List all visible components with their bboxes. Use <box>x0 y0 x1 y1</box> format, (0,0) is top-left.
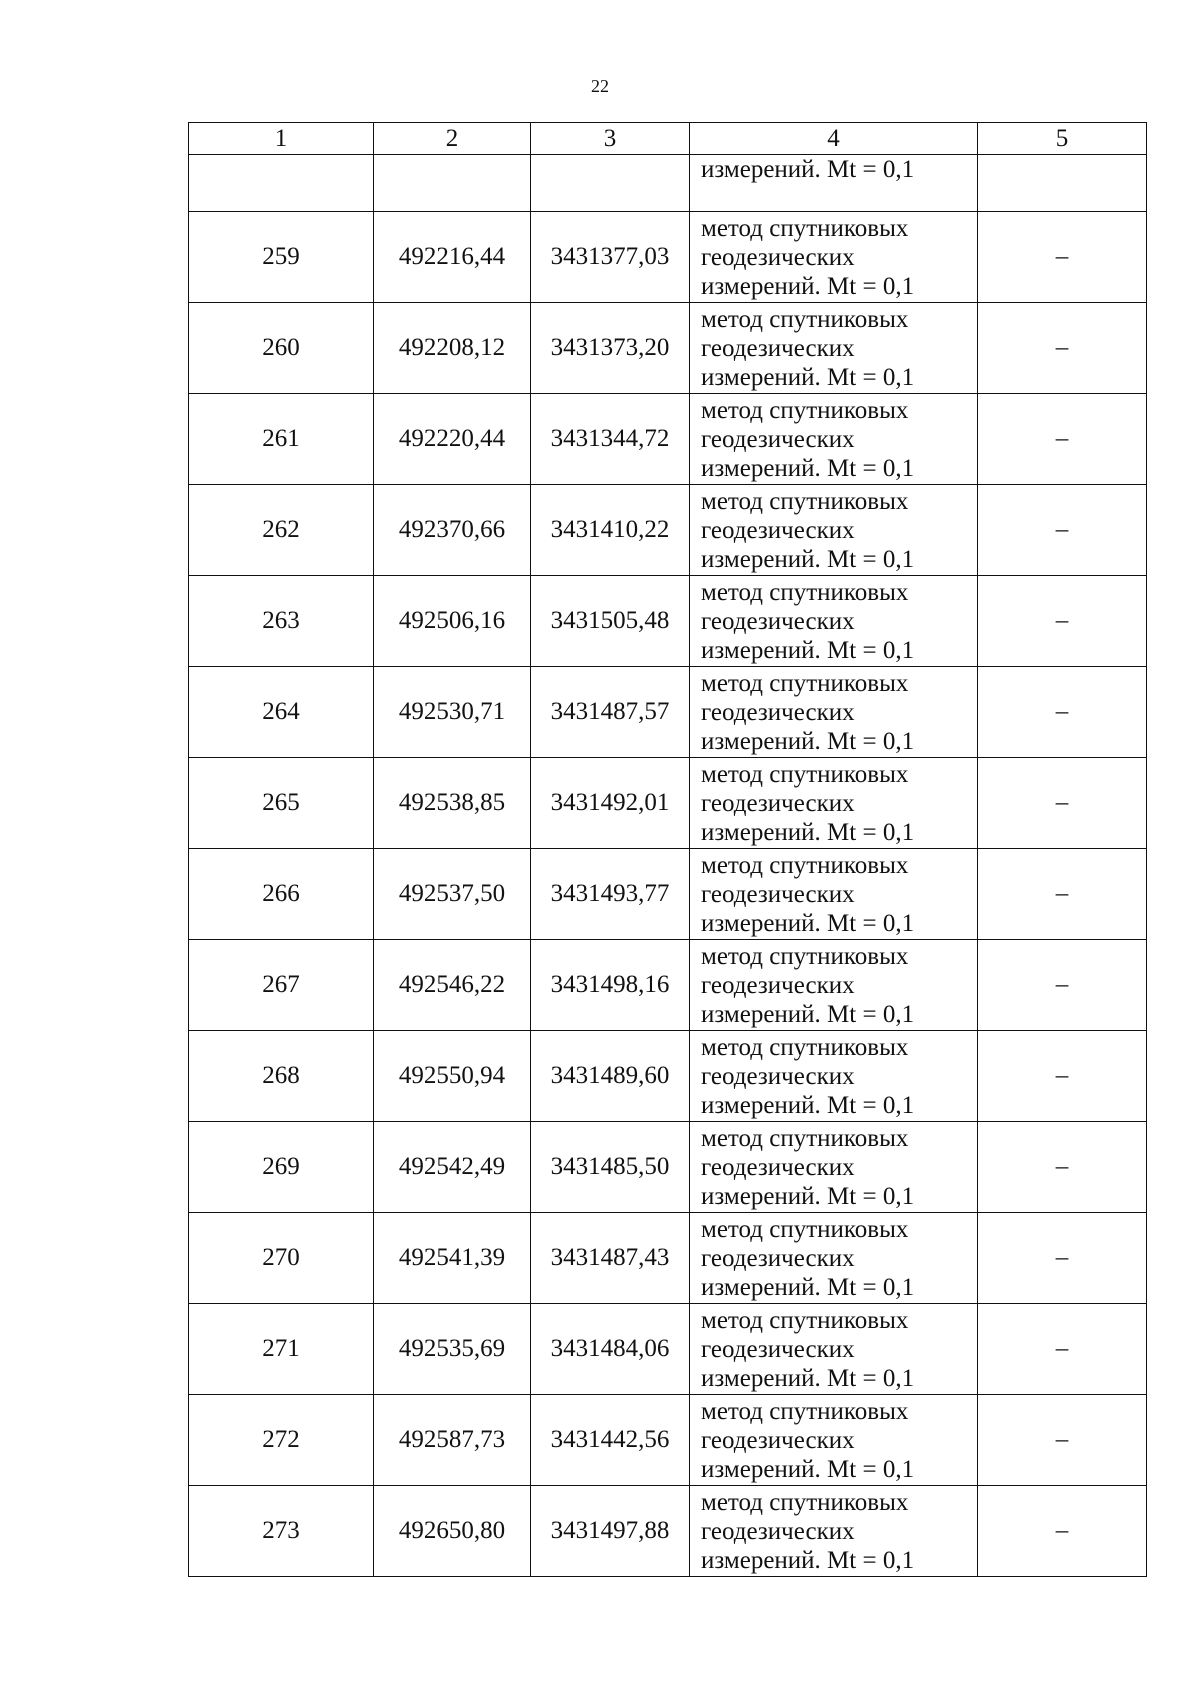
note-cell: – <box>978 1304 1147 1395</box>
method-line: метод спутниковых <box>701 487 909 515</box>
method-line: измерений. Mt = 0,1 <box>701 1455 915 1483</box>
header-row <box>189 123 1147 155</box>
y-coordinate-cell: 3431344,72 <box>531 394 690 485</box>
table-row <box>189 1031 1147 1122</box>
method-cell <box>690 1304 978 1395</box>
note-cell: – <box>978 758 1147 849</box>
note-cell: – <box>978 1031 1147 1122</box>
method-line: геодезических <box>701 334 855 362</box>
method-line: измерений. Mt = 0,1 <box>701 727 915 755</box>
method-cell <box>690 1395 978 1486</box>
note-cell: – <box>978 485 1147 576</box>
point-number-cell: 264 <box>189 667 374 758</box>
note-cell: – <box>978 212 1147 303</box>
x-coordinate-cell: 492370,66 <box>374 485 531 576</box>
method-line: измерений. Mt = 0,1 <box>701 1000 915 1028</box>
header-col-4: 4 <box>690 123 978 155</box>
note-cell: – <box>978 667 1147 758</box>
method-line: измерений. Mt = 0,1 <box>701 1546 915 1574</box>
point-number-cell: 266 <box>189 849 374 940</box>
method-line: метод спутниковых <box>701 1215 909 1243</box>
method-line: геодезических <box>701 607 855 635</box>
method-line: геодезических <box>701 1153 855 1181</box>
note-cell: – <box>978 1213 1147 1304</box>
x-coordinate-cell: 492538,85 <box>374 758 531 849</box>
table-row <box>189 576 1147 667</box>
point-number-cell: 265 <box>189 758 374 849</box>
method-line: геодезических <box>701 1426 855 1454</box>
y-coordinate-cell: 3431442,56 <box>531 1395 690 1486</box>
table-row <box>189 1395 1147 1486</box>
header-col-2: 2 <box>374 123 531 155</box>
method-cell <box>690 1031 978 1122</box>
method-line: метод спутниковых <box>701 396 909 424</box>
y-coordinate-cell: 3431498,16 <box>531 940 690 1031</box>
table-row <box>189 303 1147 394</box>
point-number-cell <box>189 155 374 212</box>
method-line: метод спутниковых <box>701 1488 909 1516</box>
method-line: геодезических <box>701 425 855 453</box>
method-cell <box>690 1122 978 1213</box>
y-coordinate-cell <box>531 155 690 212</box>
x-coordinate-cell: 492208,12 <box>374 303 531 394</box>
method-cell <box>690 1213 978 1304</box>
method-cell <box>690 1486 978 1577</box>
method-line: измерений. Mt = 0,1 <box>701 909 915 937</box>
method-line: геодезических <box>701 698 855 726</box>
method-line: метод спутниковых <box>701 1397 909 1425</box>
method-line: метод спутниковых <box>701 851 909 879</box>
point-number-cell: 272 <box>189 1395 374 1486</box>
method-line: метод спутниковых <box>701 760 909 788</box>
header-col-3: 3 <box>531 123 690 155</box>
method-cell <box>690 667 978 758</box>
point-number-cell: 269 <box>189 1122 374 1213</box>
point-number-cell: 273 <box>189 1486 374 1577</box>
x-coordinate-cell: 492550,94 <box>374 1031 531 1122</box>
point-number-cell: 263 <box>189 576 374 667</box>
note-cell: – <box>978 940 1147 1031</box>
method-line: измерений. Mt = 0,1 <box>701 454 915 482</box>
table-row <box>189 1213 1147 1304</box>
x-coordinate-cell: 492537,50 <box>374 849 531 940</box>
note-cell: – <box>978 576 1147 667</box>
method-line: геодезических <box>701 789 855 817</box>
x-coordinate-cell: 492541,39 <box>374 1213 531 1304</box>
table-row <box>189 758 1147 849</box>
x-coordinate-cell: 492506,16 <box>374 576 531 667</box>
point-number-cell: 260 <box>189 303 374 394</box>
method-line: измерений. Mt = 0,1 <box>701 1182 915 1210</box>
y-coordinate-cell: 3431505,48 <box>531 576 690 667</box>
method-cell <box>690 940 978 1031</box>
method-cell <box>690 849 978 940</box>
method-cell <box>690 303 978 394</box>
point-number-cell: 261 <box>189 394 374 485</box>
y-coordinate-cell: 3431489,60 <box>531 1031 690 1122</box>
point-number-cell: 267 <box>189 940 374 1031</box>
method-line: измерений. Mt = 0,1 <box>701 818 915 846</box>
method-line: геодезических <box>701 516 855 544</box>
method-cell <box>690 212 978 303</box>
method-line: измерений. Mt = 0,1 <box>701 1273 915 1301</box>
page-number: 22 <box>591 76 609 96</box>
table-row <box>189 1122 1147 1213</box>
method-line: геодезических <box>701 1244 855 1272</box>
table-row <box>189 667 1147 758</box>
y-coordinate-cell: 3431484,06 <box>531 1304 690 1395</box>
method-cell <box>690 394 978 485</box>
method-line: метод спутниковых <box>701 942 909 970</box>
header-col-5: 5 <box>978 123 1147 155</box>
method-line: геодезических <box>701 1062 855 1090</box>
x-coordinate-cell: 492587,73 <box>374 1395 531 1486</box>
note-cell: – <box>978 394 1147 485</box>
y-coordinate-cell: 3431493,77 <box>531 849 690 940</box>
y-coordinate-cell: 3431410,22 <box>531 485 690 576</box>
method-cell <box>690 758 978 849</box>
note-cell: – <box>978 1122 1147 1213</box>
table-row <box>189 1486 1147 1577</box>
y-coordinate-cell: 3431485,50 <box>531 1122 690 1213</box>
table-row <box>189 212 1147 303</box>
table-row <box>189 485 1147 576</box>
table-row <box>189 1304 1147 1395</box>
method-line: измерений. Mt = 0,1 <box>701 363 915 391</box>
note-cell: – <box>978 303 1147 394</box>
method-line: метод спутниковых <box>701 1306 909 1334</box>
method-cell <box>690 576 978 667</box>
y-coordinate-cell: 3431377,03 <box>531 212 690 303</box>
y-coordinate-cell: 3431497,88 <box>531 1486 690 1577</box>
x-coordinate-cell: 492546,22 <box>374 940 531 1031</box>
method-line: метод спутниковых <box>701 1124 909 1152</box>
x-coordinate-cell: 492542,49 <box>374 1122 531 1213</box>
method-line: метод спутниковых <box>701 305 909 333</box>
point-number-cell: 268 <box>189 1031 374 1122</box>
point-number-cell: 271 <box>189 1304 374 1395</box>
x-coordinate-cell: 492535,69 <box>374 1304 531 1395</box>
method-line: метод спутниковых <box>701 669 909 697</box>
method-line: измерений. Mt = 0,1 <box>701 1091 915 1119</box>
continuation-row <box>189 155 1147 212</box>
method-line: метод спутниковых <box>701 578 909 606</box>
y-coordinate-cell: 3431487,57 <box>531 667 690 758</box>
y-coordinate-cell: 3431487,43 <box>531 1213 690 1304</box>
method-line: измерений. Mt = 0,1 <box>701 545 915 573</box>
table-row <box>189 394 1147 485</box>
point-number-cell: 270 <box>189 1213 374 1304</box>
x-coordinate-cell: 492216,44 <box>374 212 531 303</box>
method-cell: измерений. Mt = 0,1 <box>690 155 978 212</box>
method-line: метод спутниковых <box>701 214 909 242</box>
x-coordinate-cell: 492650,80 <box>374 1486 531 1577</box>
method-line: метод спутниковых <box>701 1033 909 1061</box>
note-cell: – <box>978 1486 1147 1577</box>
method-line: измерений. Mt = 0,1 <box>701 272 915 300</box>
method-line: геодезических <box>701 1335 855 1363</box>
table-row <box>189 849 1147 940</box>
method-line: геодезических <box>701 880 855 908</box>
point-number-cell: 259 <box>189 212 374 303</box>
coordinates-table <box>188 122 1147 1577</box>
x-coordinate-cell: 492530,71 <box>374 667 531 758</box>
x-coordinate-cell: 492220,44 <box>374 394 531 485</box>
method-line: геодезических <box>701 1517 855 1545</box>
method-line: геодезических <box>701 971 855 999</box>
table-row <box>189 940 1147 1031</box>
method-cell <box>690 485 978 576</box>
note-cell <box>978 155 1147 212</box>
note-cell: – <box>978 849 1147 940</box>
method-line: геодезических <box>701 243 855 271</box>
method-line: измерений. Mt = 0,1 <box>701 1364 915 1392</box>
note-cell: – <box>978 1395 1147 1486</box>
point-number-cell: 262 <box>189 485 374 576</box>
x-coordinate-cell <box>374 155 531 212</box>
method-line: измерений. Mt = 0,1 <box>701 636 915 664</box>
y-coordinate-cell: 3431373,20 <box>531 303 690 394</box>
header-col-1: 1 <box>189 123 374 155</box>
y-coordinate-cell: 3431492,01 <box>531 758 690 849</box>
